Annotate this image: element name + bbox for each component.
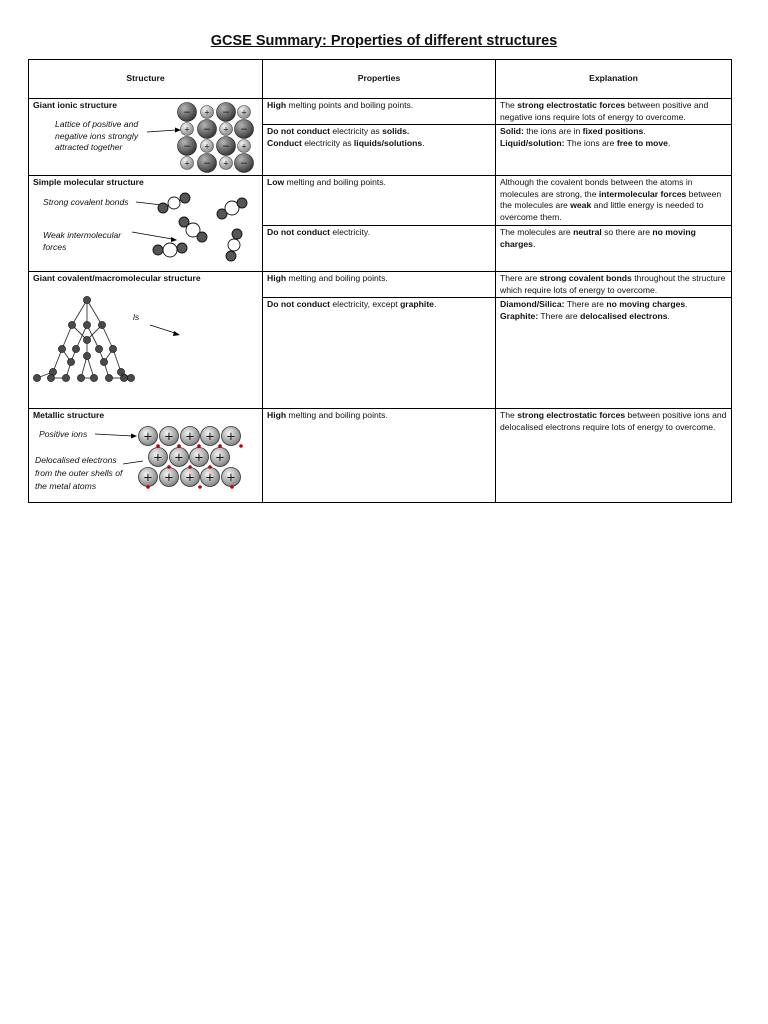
ionic-explanation-2: Solid: the ions are in fixed positions. Liquid/solution: The ions are free to move. [496,125,732,176]
ion-charge: + [185,428,195,443]
ion-charge: + [241,142,247,151]
simple-explanation-1: Although the covalent bonds between the atoms in molecules are strong, the intermolecular forces between the molecules are weak and little energy is needed to overcome them. [496,176,732,226]
properties-header: Properties [263,60,496,99]
atom [177,243,187,253]
atom [62,374,69,381]
electron [239,444,243,448]
electron [197,444,201,448]
structure-name: Metallic structure [33,410,105,420]
ion-charge: + [241,108,247,117]
simple-molecules-diagram [29,176,263,272]
ion-charge: − [240,124,248,136]
ion-charge: + [143,428,153,443]
covalent-property-1: High melting and boiling points. [263,272,496,298]
metallic-structure-cell [29,409,263,503]
electron [218,444,222,448]
ionic-property-2: Do not conduct electricity as solids. Conduct electricity as liquids/solutions. [263,125,496,176]
ion-charge: − [222,107,230,119]
ion-charge: − [240,158,248,170]
ion-charge: + [205,469,215,484]
electron [230,485,234,489]
molecules [153,193,247,261]
ion-charge: + [226,469,236,484]
atom [197,232,207,242]
ion-charge: + [185,469,195,484]
electron [156,444,160,448]
arrow-line [132,232,172,239]
ion-charge: + [164,428,174,443]
simple-explanation-2: The molecules are neutral so there are no moving charges. [496,226,732,272]
electron [177,444,181,448]
page-title: GCSE Summary: Properties of different structures [210,33,558,49]
covalent-property-2: Do not conduct electricity, except graphite. [263,298,496,409]
atom [83,321,90,328]
metal-ions [139,427,243,489]
electron [167,465,171,469]
header-row [29,60,732,99]
ion-charge: − [183,107,191,119]
atom [226,251,236,261]
covalent-lattice [33,296,134,381]
atom [120,374,127,381]
bond [62,325,72,349]
ion-charge: + [174,449,184,464]
atom [72,345,79,352]
arrow-head [175,128,181,133]
atom [232,229,242,239]
covalent-explanation-2: Diamond/Silica: There are no moving charges. Graphite: There are delocalised electrons. [496,298,732,409]
ion-charge: + [184,159,190,168]
ionic-lattice-note: Lattice of positive and negative ions strongly attracted together [55,119,139,152]
ionic-explanation-1: The strong electrostatic forces between positive and negative ions require lots of energy to overcome. [496,99,732,125]
intermolecular-forces-note: Weak intermolecular forces [43,230,122,252]
electron [146,485,150,489]
arrow-line [95,434,132,436]
atom [168,197,180,209]
atom [100,358,107,365]
arrow-line [123,461,143,464]
electron [208,465,212,469]
atom [58,345,65,352]
atom [95,345,102,352]
atom [77,374,84,381]
atom [237,198,247,208]
structure-name: Giant covalent/macromolecular structure [33,273,201,283]
structure-name: Giant ionic structure [33,100,118,110]
atom [68,321,75,328]
ion-charge: − [203,158,211,170]
atom [228,239,240,251]
atom [83,336,90,343]
ionic-lattice-diagram [29,99,263,175]
electron [198,485,202,489]
arrow-line [136,202,162,205]
atom [33,374,40,381]
ion-charge: + [223,125,229,134]
metallic-lattice-diagram [29,409,263,503]
simple-property-1: Low melting and boiling points. [263,176,496,226]
arrow-line [150,325,175,333]
atom [163,243,177,257]
metallic-property-1: High melting and boiling points. [263,409,496,503]
ion-charge: + [204,108,210,117]
positive-ions-note: Positive ions [39,429,88,439]
ion-charge: + [153,449,163,464]
simple-property-2: Do not conduct electricity. [263,226,496,272]
ion-charge: + [164,469,174,484]
bond [72,300,87,325]
atom [67,358,74,365]
atom [98,321,105,328]
ion-charge: + [215,449,225,464]
ion-charge: + [184,125,190,134]
atom [47,374,54,381]
ion-charge: − [222,141,230,153]
ion-charge: − [183,141,191,153]
arrow-head [173,331,180,336]
bond [102,325,113,349]
atom [83,352,90,359]
ion-charge: + [205,428,215,443]
macromolecule-diagram [29,272,263,408]
atom [153,245,163,255]
metallic-explanation-1: The strong electrostatic forces between positive ions and delocalised electrons require lots of energy to overcome. [496,409,732,503]
ion-charge: + [204,142,210,151]
bond [87,300,102,325]
covalent-explanation-1: There are strong covalent bonds throughout the structure which require lots of energy to overcome. [496,272,732,298]
atom [127,374,134,381]
arrow-head [131,434,137,439]
electron [188,465,192,469]
atom [83,296,90,303]
delocalised-electrons-note: Delocalised electrons from the outer shells of the metal atoms [35,455,123,491]
atom [105,374,112,381]
atom [109,345,116,352]
ion-charge: + [143,469,153,484]
covalent-structure-cell [29,272,263,409]
atom [180,193,190,203]
ion-charge: + [194,449,204,464]
explanation-header: Explanation [496,60,732,99]
ion-charge: + [226,428,236,443]
ion-lattice [178,103,254,173]
atom [90,374,97,381]
ionic-property-1: High melting points and boiling points. [263,99,496,125]
ionic-structure-cell [29,99,263,176]
arrow-head [171,237,177,242]
arrow-line [147,130,176,132]
properties-table [28,59,732,503]
covalent-note: ls [133,312,140,322]
structure-header: Structure [29,60,263,99]
structure-name: Simple molecular structure [33,177,144,187]
atom [158,203,168,213]
ion-charge: + [223,159,229,168]
simple-structure-cell [29,176,263,272]
covalent-bonds-note: Strong covalent bonds [43,197,129,207]
ion-charge: − [203,124,211,136]
